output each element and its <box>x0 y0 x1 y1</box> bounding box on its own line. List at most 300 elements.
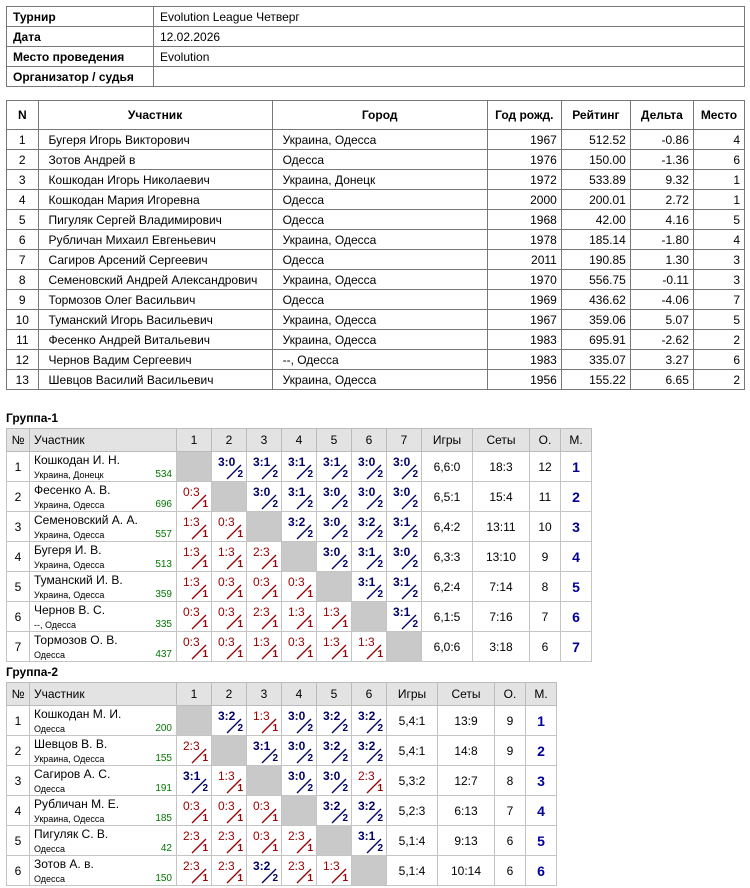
points-cell: 12 <box>530 452 561 482</box>
match-score: 3:2 <box>358 739 376 753</box>
place-cell: 1 <box>526 706 557 736</box>
match-result-cell <box>212 632 247 662</box>
table-cell: Зотов Андрей в <box>38 150 272 170</box>
match-result-cell <box>212 452 247 482</box>
match-points: 1 <box>237 559 243 570</box>
place-header: М. <box>561 429 592 452</box>
player-cell <box>30 766 177 796</box>
match-points: 2 <box>412 499 418 510</box>
player-rating: 437 <box>155 649 172 660</box>
match-result-cell <box>212 512 247 542</box>
opponent-header: 2 <box>212 683 247 706</box>
info-label: Организатор / судья <box>7 67 154 87</box>
player-name: Бугеря И. В. <box>34 543 102 557</box>
match-points: 1 <box>272 589 278 600</box>
table-row <box>7 250 745 270</box>
match-result-cell <box>247 632 282 662</box>
match-result-cell <box>177 856 212 886</box>
table-cell: 1967 <box>487 310 561 330</box>
group-row <box>7 766 557 796</box>
table-cell: Туманский Игорь Васильевич <box>38 310 272 330</box>
player-cell <box>30 796 177 826</box>
match-result-cell <box>282 766 317 796</box>
table-row <box>7 170 745 190</box>
table-cell: 2000 <box>487 190 561 210</box>
games-cell: 5,1:4 <box>387 826 438 856</box>
match-points: 2 <box>377 559 383 570</box>
match-result-cell <box>212 826 247 856</box>
player-number: 2 <box>7 736 30 766</box>
sets-cell: 9:13 <box>438 826 495 856</box>
match-score: 2:3 <box>183 829 200 843</box>
match-result-cell <box>387 512 422 542</box>
table-cell: -1.36 <box>630 150 693 170</box>
match-score: 3:0 <box>358 485 376 499</box>
match-points: 2 <box>342 813 348 824</box>
table-cell: 556.75 <box>561 270 630 290</box>
table-cell: 185.14 <box>561 230 630 250</box>
match-points: 1 <box>307 649 313 660</box>
table-cell: 335.07 <box>561 350 630 370</box>
info-row <box>7 67 745 87</box>
player-number: 1 <box>7 452 30 482</box>
table-cell: 2011 <box>487 250 561 270</box>
match-result-cell <box>282 632 317 662</box>
place-cell: 6 <box>526 856 557 886</box>
match-score: 2:3 <box>183 739 200 753</box>
group-row <box>7 706 557 736</box>
match-score: 2:3 <box>288 829 305 843</box>
match-points: 2 <box>412 619 418 630</box>
match-points: 2 <box>307 783 313 794</box>
table-cell: Украина, Одесса <box>272 130 487 150</box>
points-cell: 9 <box>495 706 526 736</box>
player-rating: 359 <box>155 589 172 600</box>
match-score: 0:3 <box>183 605 200 619</box>
match-score: 1:3 <box>253 709 270 723</box>
match-points: 1 <box>272 843 278 854</box>
match-points: 1 <box>377 649 383 660</box>
match-result-cell <box>317 452 352 482</box>
table-cell: Украина, Одесса <box>272 270 487 290</box>
match-points: 1 <box>342 649 348 660</box>
table-cell: 1 <box>693 190 744 210</box>
match-score: 1:3 <box>183 515 200 529</box>
player-number: 2 <box>7 482 30 512</box>
match-score: 3:1 <box>358 829 376 843</box>
table-cell: 190.85 <box>561 250 630 270</box>
player-number: 7 <box>7 632 30 662</box>
column-header: Место <box>693 101 744 130</box>
table-cell: Украина, Одесса <box>272 230 487 250</box>
match-points: 2 <box>342 723 348 734</box>
match-score: 0:3 <box>183 485 200 499</box>
table-cell: 4.16 <box>630 210 693 230</box>
match-result-cell <box>317 796 352 826</box>
table-cell: 4 <box>693 130 744 150</box>
match-points: 2 <box>342 783 348 794</box>
table-cell: Фесенко Андрей Витальевич <box>38 330 272 350</box>
match-result-cell <box>352 572 387 602</box>
match-result-cell <box>212 856 247 886</box>
match-score: 1:3 <box>323 635 340 649</box>
points-cell: 8 <box>495 766 526 796</box>
points-header: О. <box>530 429 561 452</box>
table-cell: 1 <box>7 130 39 150</box>
player-rating: 191 <box>155 783 172 794</box>
match-score: 3:2 <box>323 799 341 813</box>
games-cell: 6,3:3 <box>422 542 473 572</box>
match-score: 3:2 <box>323 709 341 723</box>
match-points: 1 <box>202 873 208 884</box>
column-header: N <box>7 101 39 130</box>
match-score: 3:2 <box>323 739 341 753</box>
player-city: --, Одесса <box>34 620 77 630</box>
match-result-cell <box>387 572 422 602</box>
match-result-cell <box>282 736 317 766</box>
match-score: 0:3 <box>183 635 200 649</box>
info-value: 12.02.2026 <box>154 27 745 47</box>
player-rating: 335 <box>155 619 172 630</box>
group-header <box>7 683 557 706</box>
match-result-cell <box>282 602 317 632</box>
sets-cell: 7:14 <box>473 572 530 602</box>
match-points: 2 <box>237 469 243 480</box>
table-cell: Чернов Вадим Сергеевич <box>38 350 272 370</box>
match-points: 1 <box>202 813 208 824</box>
table-row <box>7 350 745 370</box>
table-cell: 359.06 <box>561 310 630 330</box>
match-result-cell <box>317 542 352 572</box>
match-score: 1:3 <box>323 859 340 873</box>
games-cell: 5,3:2 <box>387 766 438 796</box>
match-points: 2 <box>272 753 278 764</box>
match-score: 2:3 <box>358 769 375 783</box>
self-cell <box>387 632 422 662</box>
match-points: 1 <box>237 813 243 824</box>
group-row <box>7 796 557 826</box>
match-result-cell <box>317 736 352 766</box>
table-cell: 1972 <box>487 170 561 190</box>
match-points: 1 <box>272 559 278 570</box>
table-cell: --, Одесса <box>272 350 487 370</box>
match-score: 0:3 <box>253 575 270 589</box>
sets-cell: 18:3 <box>473 452 530 482</box>
match-result-cell <box>282 482 317 512</box>
points-cell: 7 <box>495 796 526 826</box>
match-score: 2:3 <box>218 859 235 873</box>
sets-cell: 14:8 <box>438 736 495 766</box>
player-rating: 513 <box>155 559 172 570</box>
match-result-cell <box>317 602 352 632</box>
match-result-cell <box>212 602 247 632</box>
match-result-cell <box>177 826 212 856</box>
column-header: Участник <box>38 101 272 130</box>
self-cell <box>282 542 317 572</box>
opponent-header: 4 <box>282 683 317 706</box>
match-result-cell <box>247 482 282 512</box>
group-row <box>7 602 592 632</box>
player-number: 4 <box>7 542 30 572</box>
games-cell: 6,0:6 <box>422 632 473 662</box>
opponent-header: 1 <box>177 683 212 706</box>
self-cell <box>247 512 282 542</box>
opponent-header: 2 <box>212 429 247 452</box>
match-result-cell <box>177 736 212 766</box>
match-result-cell <box>317 512 352 542</box>
player-cell <box>30 826 177 856</box>
match-score: 3:1 <box>253 739 271 753</box>
table-cell: 436.62 <box>561 290 630 310</box>
info-row <box>7 7 745 27</box>
table-cell: 200.01 <box>561 190 630 210</box>
games-cell: 5,4:1 <box>387 706 438 736</box>
match-result-cell <box>212 796 247 826</box>
match-points: 1 <box>307 843 313 854</box>
table-row <box>7 190 745 210</box>
match-result-cell <box>247 706 282 736</box>
place-cell: 5 <box>526 826 557 856</box>
table-cell: 13 <box>7 370 39 390</box>
table-row <box>7 230 745 250</box>
match-points: 2 <box>377 529 383 540</box>
match-score: 0:3 <box>253 829 270 843</box>
sets-cell: 15:4 <box>473 482 530 512</box>
match-points: 1 <box>202 753 208 764</box>
table-cell: 7 <box>693 290 744 310</box>
participants-table <box>6 100 745 390</box>
match-result-cell <box>247 736 282 766</box>
match-points: 2 <box>272 499 278 510</box>
group-2-table <box>6 682 557 886</box>
match-score: 1:3 <box>218 545 235 559</box>
opponent-header: 5 <box>317 429 352 452</box>
sets-cell: 3:18 <box>473 632 530 662</box>
match-points: 1 <box>202 559 208 570</box>
match-result-cell <box>352 632 387 662</box>
match-result-cell <box>387 452 422 482</box>
match-score: 3:1 <box>288 485 306 499</box>
match-score: 3:2 <box>358 709 376 723</box>
match-points: 2 <box>377 469 383 480</box>
points-cell: 9 <box>530 542 561 572</box>
match-score: 0:3 <box>218 799 235 813</box>
match-points: 1 <box>307 619 313 630</box>
match-score: 3:0 <box>323 485 341 499</box>
match-result-cell <box>177 602 212 632</box>
column-header: Город <box>272 101 487 130</box>
match-points: 2 <box>342 753 348 764</box>
player-rating: 42 <box>160 843 172 854</box>
player-cell <box>30 542 177 572</box>
match-points: 1 <box>237 529 243 540</box>
player-city: Украина, Одесса <box>34 560 105 570</box>
match-score: 3:0 <box>323 545 341 559</box>
place-cell: 5 <box>561 572 592 602</box>
games-cell: 6,6:0 <box>422 452 473 482</box>
match-points: 1 <box>202 529 208 540</box>
player-name: Зотов А. в. <box>34 857 94 871</box>
points-cell: 9 <box>495 736 526 766</box>
player-header: Участник <box>30 429 177 452</box>
games-cell: 5,2:3 <box>387 796 438 826</box>
match-score: 3:1 <box>183 769 201 783</box>
place-cell: 1 <box>561 452 592 482</box>
table-cell: 1.30 <box>630 250 693 270</box>
match-result-cell <box>177 632 212 662</box>
table-cell: 2 <box>693 370 744 390</box>
no-header: № <box>7 683 30 706</box>
tournament-info-table <box>6 6 745 87</box>
table-cell: 4 <box>693 230 744 250</box>
place-cell: 6 <box>561 602 592 632</box>
match-result-cell <box>247 796 282 826</box>
player-name: Чернов В. С. <box>34 603 106 617</box>
player-city: Одесса <box>34 650 66 660</box>
table-cell: 6 <box>693 350 744 370</box>
match-points: 1 <box>272 619 278 630</box>
self-cell <box>177 452 212 482</box>
table-cell: 6 <box>7 230 39 250</box>
table-cell: 5 <box>693 210 744 230</box>
match-score: 3:2 <box>358 515 376 529</box>
table-cell: 7 <box>7 250 39 270</box>
table-cell: 1983 <box>487 350 561 370</box>
match-points: 2 <box>412 589 418 600</box>
self-cell <box>212 736 247 766</box>
player-number: 1 <box>7 706 30 736</box>
table-cell: 42.00 <box>561 210 630 230</box>
group-row <box>7 826 557 856</box>
info-row <box>7 27 745 47</box>
match-score: 0:3 <box>218 635 235 649</box>
points-cell: 11 <box>530 482 561 512</box>
points-header: О. <box>495 683 526 706</box>
player-city: Украина, Одесса <box>34 754 105 764</box>
match-result-cell <box>282 826 317 856</box>
match-points: 1 <box>202 499 208 510</box>
table-cell: Кошкодан Мария Игоревна <box>38 190 272 210</box>
opponent-header: 5 <box>317 683 352 706</box>
match-score: 2:3 <box>253 545 270 559</box>
match-score: 1:3 <box>218 769 235 783</box>
table-cell: Одесса <box>272 190 487 210</box>
match-points: 1 <box>202 843 208 854</box>
place-cell: 4 <box>526 796 557 826</box>
player-city: Украина, Донецк <box>34 470 104 480</box>
games-cell: 5,1:4 <box>387 856 438 886</box>
player-name: Кошкодан М. И. <box>34 707 122 721</box>
player-header: Участник <box>30 683 177 706</box>
self-cell <box>352 602 387 632</box>
match-points: 1 <box>237 589 243 600</box>
player-name: Тормозов О. В. <box>34 633 118 647</box>
player-cell <box>30 482 177 512</box>
match-points: 2 <box>237 723 243 734</box>
match-score: 3:1 <box>358 575 376 589</box>
match-result-cell <box>317 766 352 796</box>
info-value: Evolution <box>154 47 745 67</box>
player-name: Пигуляк С. В. <box>34 827 109 841</box>
match-result-cell <box>352 542 387 572</box>
player-city: Украина, Одесса <box>34 814 105 824</box>
place-cell: 2 <box>526 736 557 766</box>
group-2-title: Группа-2 <box>6 665 59 679</box>
player-rating: 557 <box>155 529 172 540</box>
games-header: Игры <box>387 683 438 706</box>
table-cell: -4.06 <box>630 290 693 310</box>
table-cell: Одесса <box>272 150 487 170</box>
match-score: 3:0 <box>393 455 411 469</box>
games-cell: 6,5:1 <box>422 482 473 512</box>
match-score: 0:3 <box>183 799 200 813</box>
opponent-header: 6 <box>352 683 387 706</box>
table-cell: 3 <box>7 170 39 190</box>
group-row <box>7 482 592 512</box>
match-points: 1 <box>342 619 348 630</box>
table-cell: 3 <box>693 250 744 270</box>
match-points: 2 <box>412 559 418 570</box>
opponent-header: 3 <box>247 429 282 452</box>
info-label: Дата <box>7 27 154 47</box>
match-score: 0:3 <box>288 575 305 589</box>
points-cell: 8 <box>530 572 561 602</box>
place-cell: 3 <box>561 512 592 542</box>
match-points: 2 <box>342 559 348 570</box>
table-cell: Кошкодан Игорь Николаевич <box>38 170 272 190</box>
sets-header: Сеты <box>473 429 530 452</box>
match-points: 1 <box>202 619 208 630</box>
match-score: 0:3 <box>288 635 305 649</box>
column-header: Дельта <box>630 101 693 130</box>
table-cell: Семеновский Андрей Александрович <box>38 270 272 290</box>
player-name: Кошкодан И. Н. <box>34 453 121 467</box>
table-cell: 9 <box>7 290 39 310</box>
table-cell: 1 <box>693 170 744 190</box>
match-score: 3:2 <box>288 515 306 529</box>
match-result-cell <box>317 632 352 662</box>
match-score: 3:0 <box>218 455 236 469</box>
match-result-cell <box>282 512 317 542</box>
match-result-cell <box>317 706 352 736</box>
place-cell: 3 <box>526 766 557 796</box>
games-cell: 5,4:1 <box>387 736 438 766</box>
opponent-header: 4 <box>282 429 317 452</box>
self-cell <box>282 796 317 826</box>
points-cell: 6 <box>495 856 526 886</box>
match-score: 3:1 <box>393 605 411 619</box>
group-row <box>7 632 592 662</box>
match-score: 2:3 <box>218 829 235 843</box>
table-row <box>7 130 745 150</box>
player-rating: 150 <box>155 873 172 884</box>
info-label: Турнир <box>7 7 154 27</box>
table-row <box>7 270 745 290</box>
table-cell: -0.11 <box>630 270 693 290</box>
player-number: 6 <box>7 602 30 632</box>
match-points: 2 <box>342 469 348 480</box>
match-score: 2:3 <box>288 859 305 873</box>
opponent-header: 3 <box>247 683 282 706</box>
match-points: 2 <box>307 529 313 540</box>
match-score: 0:3 <box>218 515 235 529</box>
self-cell <box>317 826 352 856</box>
match-result-cell <box>247 542 282 572</box>
opponent-header: 7 <box>387 429 422 452</box>
match-result-cell <box>387 482 422 512</box>
place-cell: 7 <box>561 632 592 662</box>
match-result-cell <box>282 452 317 482</box>
